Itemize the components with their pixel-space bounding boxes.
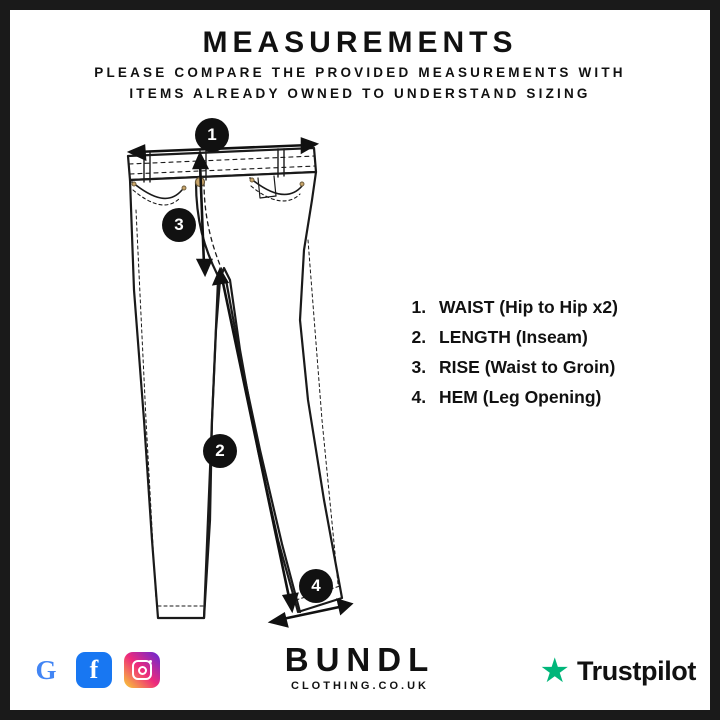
- subtitle-line-1: PLEASE COMPARE THE PROVIDED MEASUREMENTS WITH: [94, 65, 626, 80]
- measurement-legend: [405, 292, 695, 412]
- marker-rise: 3: [162, 208, 196, 242]
- legend-item-waist: [431, 292, 695, 322]
- legend-item-length: [431, 322, 695, 352]
- legend-item-hem: [431, 382, 695, 412]
- legend-item-rise: [431, 352, 695, 382]
- brand-domain: CLOTHING.CO.UK: [291, 680, 429, 692]
- page-subtitle: [10, 62, 710, 104]
- legend-list: [405, 292, 695, 412]
- facebook-icon[interactable]: f: [76, 652, 112, 688]
- legend-desc-rise: (Waist to Groin): [484, 357, 616, 377]
- jeans-diagram: [100, 120, 400, 630]
- page-title: MEASUREMENTS: [202, 26, 518, 59]
- footer: [10, 620, 710, 710]
- legend-term-length: LENGTH: [439, 327, 511, 347]
- star-icon: ★: [539, 652, 570, 690]
- legend-term-hem: HEM: [439, 387, 478, 407]
- legend-term-waist: WAIST: [439, 297, 495, 317]
- marker-waist: 1: [195, 118, 229, 152]
- trustpilot-logo[interactable]: [540, 654, 696, 688]
- marker-length: 2: [203, 434, 237, 468]
- brand-name: BUNDL: [284, 641, 436, 678]
- trustpilot-label: Trustpilot: [577, 655, 696, 686]
- marker-hem: 4: [299, 569, 333, 603]
- legend-desc-waist: (Hip to Hip x2): [499, 297, 618, 317]
- legend-desc-hem: (Leg Opening): [482, 387, 602, 407]
- legend-term-rise: RISE: [439, 357, 480, 377]
- subtitle-line-2: ITEMS ALREADY OWNED TO UNDERSTAND SIZING: [129, 86, 591, 101]
- google-icon[interactable]: G: [28, 652, 64, 688]
- legend-desc-length: (Inseam): [515, 327, 588, 347]
